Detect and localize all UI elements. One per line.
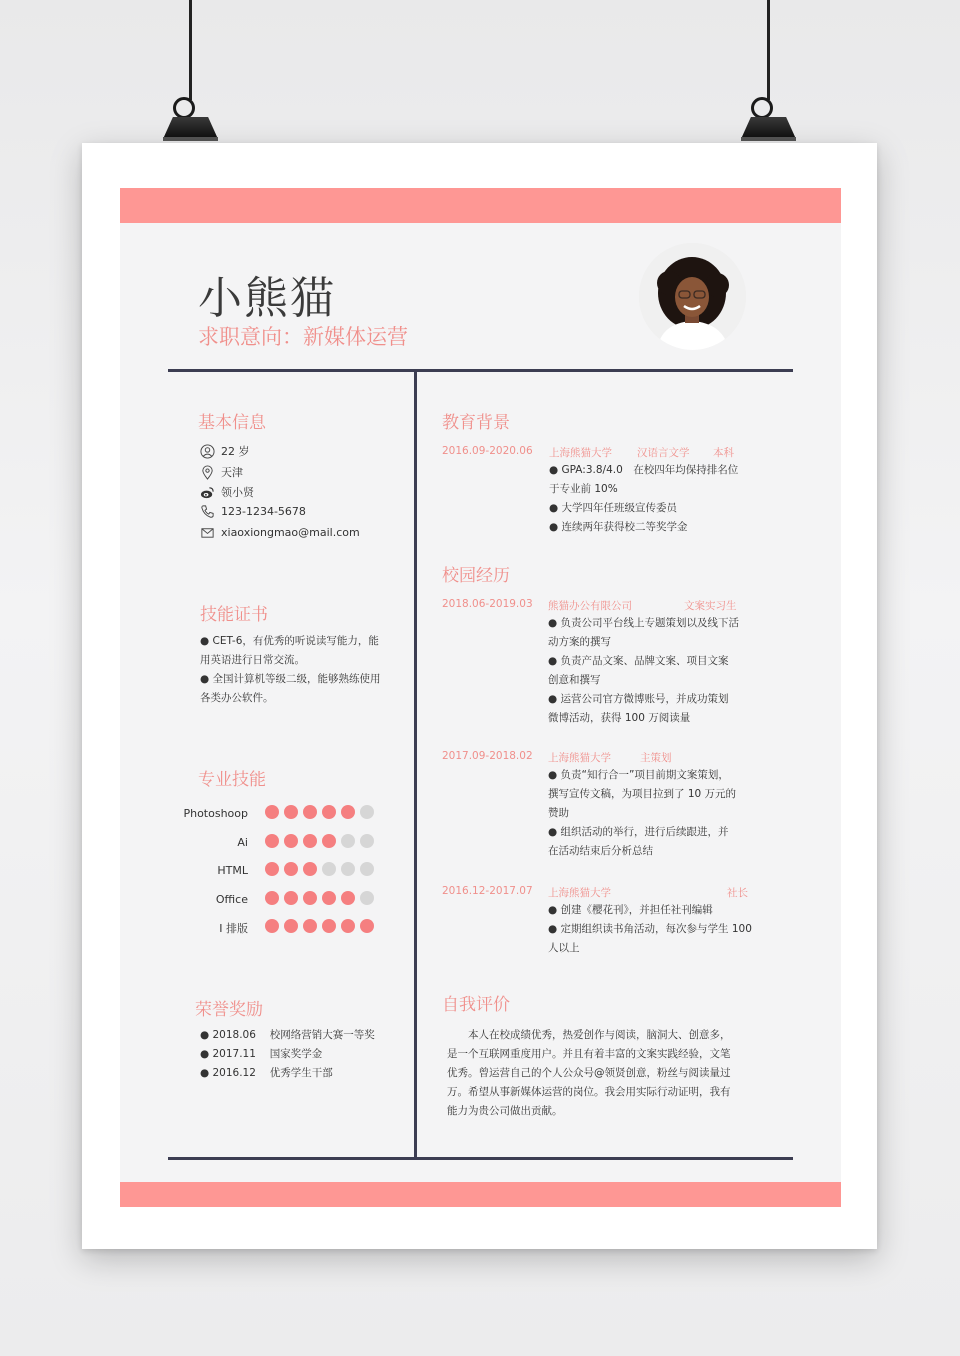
rating-dot-empty (341, 862, 355, 876)
phone-value: 123-1234-5678 (221, 505, 306, 518)
education-line: 于专业前 10% (549, 483, 618, 495)
user-icon (200, 444, 215, 459)
phone-row (200, 504, 306, 519)
bottom-accent-band (120, 1182, 841, 1207)
skill-rating (265, 805, 379, 822)
top-divider (168, 369, 793, 372)
phone-icon (200, 504, 215, 519)
education-date: 2016.09-2020.06 (442, 445, 533, 457)
rating-dot-empty (360, 805, 374, 819)
skill-rating (265, 919, 379, 936)
rating-dot-empty (341, 834, 355, 848)
skill-row (170, 919, 379, 936)
skill-row (170, 834, 379, 851)
campus-entry-role: 主策划 (640, 752, 672, 764)
campus-line: ● 运营公司官方微博账号，并成功策划 (548, 693, 729, 705)
campus-line: ● 定期组织读书角活动，每次参与学生 100 (548, 923, 752, 935)
skill-label: Ai (237, 835, 248, 849)
rating-dot-filled (341, 919, 355, 933)
education-line: ● GPA:3.8/4.0 在校四年均保持排名位 (549, 464, 739, 476)
column-divider (414, 372, 417, 1157)
education-school: 上海熊猫大学 (549, 447, 612, 459)
honor-item: ● 2018.06 校网络营销大赛一等奖 (200, 1029, 375, 1041)
campus-line: 赞助 (548, 807, 569, 819)
weibo-row (200, 484, 254, 500)
campus-line: 在活动结束后分析总结 (548, 845, 653, 857)
honors-title: 荣誉奖励 (195, 1000, 263, 1020)
education-line: ● 大学四年任班级宣传委员 (549, 502, 677, 514)
rating-dot-filled (284, 862, 298, 876)
weibo-icon (200, 485, 215, 500)
honors-list (200, 1026, 375, 1083)
certs-list (200, 632, 381, 708)
mail-icon (200, 525, 215, 540)
bottom-divider (168, 1157, 793, 1160)
certs-line: 用英语进行日常交流。 (200, 654, 305, 666)
rating-dot-filled (303, 805, 317, 819)
education-details (549, 461, 738, 537)
campus-line: ● 组织活动的举行，进行后续跟进，并 (548, 826, 729, 838)
self-eval-line: 优秀。曾运营自己的个人公众号@领贤创意，粉丝与阅读量过 (447, 1067, 731, 1079)
rating-dot-filled (265, 891, 279, 905)
skill-label: HTML (217, 864, 248, 877)
campus-line: 创意和撰写 (548, 674, 601, 686)
top-accent-band (120, 188, 841, 223)
campus-entry-org: 上海熊猫大学 (548, 752, 611, 764)
self-eval-line: 本人在校成绩优秀，热爱创作与阅读，脑洞大、创意多， (447, 1029, 731, 1041)
hanging-wire-left (189, 0, 192, 100)
rating-dot-filled (284, 891, 298, 905)
rating-dot-filled (284, 834, 298, 848)
skill-rating (265, 862, 379, 879)
education-title: 教育背景 (442, 413, 510, 433)
skill-label: I 排版 (219, 921, 248, 935)
campus-entry-details (548, 766, 736, 861)
education-degree: 本科 (713, 447, 734, 459)
campus-line: 微博活动，获得 100 万阅读量 (548, 712, 691, 724)
campus-entry-role: 社长 (727, 887, 748, 899)
education-major: 汉语言文学 (637, 447, 690, 459)
rating-dot-filled (265, 862, 279, 876)
rating-dot-filled (303, 834, 317, 848)
rating-dot-empty (360, 862, 374, 876)
rating-dot-empty (322, 862, 336, 876)
certs-title: 技能证书 (200, 605, 268, 625)
rating-dot-filled (265, 834, 279, 848)
skill-row (170, 862, 379, 879)
rating-dot-empty (360, 834, 374, 848)
skill-label: Office (215, 892, 248, 906)
city-row (200, 464, 243, 480)
self-eval-text (447, 1026, 731, 1121)
campus-entry-date: 2016.12-2017.07 (442, 885, 533, 897)
certs-line: ● CET-6，有优秀的听说读写能力，能 (200, 635, 379, 647)
email-row (200, 525, 360, 540)
email-value: xiaoxiongmao@mail.com (221, 526, 360, 539)
rating-dot-filled (341, 891, 355, 905)
age-value: 22 岁 (221, 445, 250, 458)
campus-line: ● 负责“知行合一”项目前期文案策划， (548, 769, 729, 781)
rating-dot-filled (265, 805, 279, 819)
campus-line: ● 创建《樱花刊》，并担任社刊编辑 (548, 904, 713, 916)
campus-title: 校园经历 (442, 566, 510, 586)
skill-label: Photoshoop (183, 807, 248, 820)
rating-dot-filled (265, 919, 279, 933)
job-intent: 求职意向：新媒体运营 (198, 325, 408, 349)
basic-info-title: 基本信息 (198, 413, 266, 433)
certs-line: 各类办公软件。 (200, 692, 274, 704)
skill-row (170, 805, 379, 822)
city-value: 天津 (221, 466, 243, 479)
campus-line: 撰写宣传文稿，为项目拉到了 10 万元的 (548, 788, 737, 800)
rating-dot-filled (284, 919, 298, 933)
education-line: ● 连续两年获得校二等奖学金 (549, 521, 688, 533)
honor-item: ● 2017.11 国家奖学金 (200, 1048, 323, 1060)
age-row (200, 443, 250, 459)
campus-line: ● 负责产品文案、品牌文案、项目文案 (548, 655, 729, 667)
rating-dot-filled (322, 834, 336, 848)
rating-dot-empty (360, 891, 374, 905)
rating-dot-filled (322, 891, 336, 905)
location-pin-icon (200, 465, 215, 480)
campus-line: 人以上 (548, 942, 580, 954)
campus-entry-role: 文案实习生 (684, 600, 737, 612)
campus-line: 动方案的撰写 (548, 636, 611, 648)
skill-rating (265, 891, 379, 908)
campus-entry-date: 2017.09-2018.02 (442, 750, 533, 762)
skill-rating (265, 834, 379, 851)
rating-dot-filled (341, 805, 355, 819)
campus-entry-details (548, 614, 739, 728)
candidate-name: 小熊猫 (198, 273, 336, 324)
self-eval-title: 自我评价 (442, 995, 510, 1015)
hanging-wire-right (767, 0, 770, 100)
campus-entry-org: 熊猫办公有限公司 (548, 600, 632, 612)
self-eval-line: 是一个互联网重度用户。并且有着丰富的文案实践经验，文笔 (447, 1048, 731, 1060)
campus-entry-details (548, 901, 752, 958)
rating-dot-filled (303, 862, 317, 876)
rating-dot-filled (284, 805, 298, 819)
skills-title: 专业技能 (198, 770, 266, 790)
rating-dot-filled (303, 919, 317, 933)
avatar (639, 243, 746, 350)
campus-line: ● 负责公司平台线上专题策划以及线下活 (548, 617, 739, 629)
self-eval-line: 万。希望从事新媒体运营的岗位。我会用实际行动证明，我有 (447, 1086, 731, 1098)
rating-dot-filled (322, 919, 336, 933)
campus-entry-org: 上海熊猫大学 (548, 887, 611, 899)
honor-item: ● 2016.12 优秀学生干部 (200, 1067, 333, 1079)
self-eval-line: 能力为贵公司做出贡献。 (447, 1105, 563, 1117)
rating-dot-filled (360, 919, 374, 933)
skill-row (170, 891, 379, 908)
campus-entry-date: 2018.06-2019.03 (442, 598, 533, 610)
certs-line: ● 全国计算机等级二级，能够熟练使用 (200, 673, 381, 685)
rating-dot-filled (303, 891, 317, 905)
rating-dot-filled (322, 805, 336, 819)
weibo-value: 领小贤 (221, 486, 254, 499)
